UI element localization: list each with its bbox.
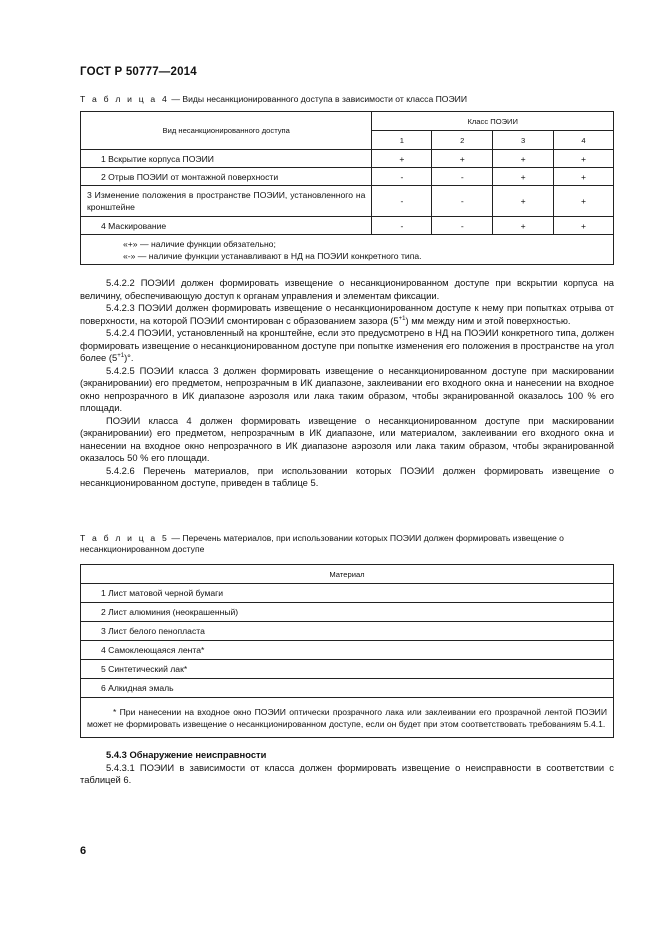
material-item: 6 Алкидная эмаль [81,679,614,698]
table4-cell: + [493,217,554,235]
paragraph-text: 5.4.2.4 ПОЭИИ, установленный на кронштейне, если это предусмотрено в НД на ПОЭИИ конкретного типа, должен формировать извещение о несанкционированном доступе при попытке изменения его положения в пространстве на угол более (5 [80,327,614,363]
table5-row [81,622,614,641]
table4-note-plus: «+» — наличие функции обязательно; [123,238,276,249]
paragraph-5-4-2-6: 5.4.2.6 Перечень материалов, при использовании которых ПОЭИИ должен формировать извещение о несанкционированном доступе, приведен в таблице 5. [80,464,614,488]
table5-row [81,660,614,679]
table4-class-2: 2 [432,131,493,150]
footnote-text: * При нанесении на входное окно ПОЭИИ оптически прозрачного лака или заклеивании его прозрачной лентой ПОЭИИ может не формировать извещение о несанкционированном доступе, если он будет при этом соответствовать требованиям 5.4.1. [87,706,607,729]
table4-cell: + [554,150,614,168]
table4-cell: - [372,186,432,217]
table4-caption-lead: Т а б л и ц а 4 [80,94,169,104]
material-item: 1 Лист матовой черной бумаги [81,584,614,603]
table4-row [81,168,614,186]
table4-caption [80,94,467,105]
table4-row-label: 1 Вскрытие корпуса ПОЭИИ [81,150,372,168]
table4-cell: + [554,168,614,186]
paragraph-text: )°. [124,352,134,363]
table4-row-label: 2 Отрыв ПОЭИИ от монтажной поверхности [81,168,372,186]
tolerance-superscript: +1 [117,352,125,359]
table4-cell: + [493,150,554,168]
table5-caption-text: — Перечень материалов, при использовании которых ПОЭИИ должен формировать извещение о несанкционированном доступе [80,533,564,554]
table4-note-minus: «-» — наличие функции устанавливают в НД на ПОЭИИ конкретного типа. [123,250,422,261]
table4-row-label: 3 Изменение положения в пространстве ПОЭИИ, установленного на кронштейне [81,186,372,217]
table4-cell: - [372,217,432,235]
table4-row [81,150,614,168]
paragraph-5-4-2-4 [80,327,614,365]
table5-caption-lead: Т а б л и ц а 5 [80,533,169,543]
body-section-5-4-2 [80,277,614,490]
table4-cell: + [493,168,554,186]
section-heading: 5.4.3 Обнаружение неисправности [106,749,267,760]
paragraph-5-4-2-3 [80,302,614,327]
table4-row [81,186,614,217]
table4-cell: + [554,217,614,235]
table4-class-4: 4 [554,131,614,150]
table4 [80,111,614,265]
table4-cell: - [432,186,493,217]
material-item: 2 Лист алюминия (неокрашенный) [81,603,614,622]
table4-row-label: 4 Маскирование [81,217,372,235]
table4-caption-text: — Виды несанкционированного доступа в зависимости от класса ПОЭИИ [168,94,467,104]
paragraph-5-4-3-1: 5.4.3.1 ПОЭИИ в зависимости от класса должен формировать извещение о неисправности в соответствии с таблицей 6. [80,761,614,785]
table4-cell: - [432,168,493,186]
page-number: 6 [80,845,87,857]
paragraph-class-4: ПОЭИИ класса 4 должен формировать извещение о несанкционированном доступе при маскировании (экранировании) его предметом, непрозрачным в ИК диапазоне, или материалом, заклеивании его входного окна и нанесении на входное окно непрозрачного в ИК диапазоне аэрозоля или лака таким образом, чтобы экранированной оказалось 50 % его площади. [80,414,614,463]
table5-row [81,584,614,603]
material-item: 3 Лист белого пенопласта [81,622,614,641]
table4-notes [81,235,614,265]
table4-cell: - [372,168,432,186]
material-item: 4 Самоклеющаяся лента* [81,641,614,660]
table5-header-material: Материал [81,565,614,584]
table4-row [81,217,614,235]
table4-cell: + [432,150,493,168]
table5-footnote [81,698,614,738]
table4-header-feature: Вид несанкционированного доступа [81,112,372,150]
table4-cell: + [493,186,554,217]
table5-row [81,603,614,622]
table5 [80,564,614,738]
table5-caption [80,533,614,555]
table4-cell: + [554,186,614,217]
tolerance-superscript: +1 [398,315,406,322]
paragraph-text: 5.4.2.3 ПОЭИИ должен формировать извещение о несанкционированном доступе к нему при попытках отрыва от поверхности, на которой ПОЭИИ смонтирован с образованием зазора (5 [80,302,614,326]
paragraph-5-4-2-5: 5.4.2.5 ПОЭИИ класса 3 должен формировать извещение о несанкционированном доступе при маскировании (экранировании) его предметом, непрозрачным в ИК диапазоне, заклеивании его входного окна и нанесении на входное окно непрозрачного в ИК диапазоне аэрозоля или лака таким образом, чтобы экранированной оказалось 100 % его площади. [80,364,614,413]
table4-cell: + [372,150,432,168]
table5-row [81,641,614,660]
body-section-5-4-3 [80,749,614,787]
paragraph-text: ) мм между ним и этой поверхностью. [405,314,571,326]
document-header: ГОСТ Р 50777—2014 [80,66,197,78]
table5-row [81,679,614,698]
paragraph-5-4-2-2: 5.4.2.2 ПОЭИИ должен формировать извещение о несанкционированном доступе при вскрытии корпуса на величину, обеспечивающую доступ к органам управления и элементам фиксации. [80,277,614,301]
table4-header-class: Класс ПОЭИИ [372,112,614,131]
table4-class-1: 1 [372,131,432,150]
table4-class-3: 3 [493,131,554,150]
table4-cell: - [432,217,493,235]
material-item: 5 Синтетический лак* [81,660,614,679]
